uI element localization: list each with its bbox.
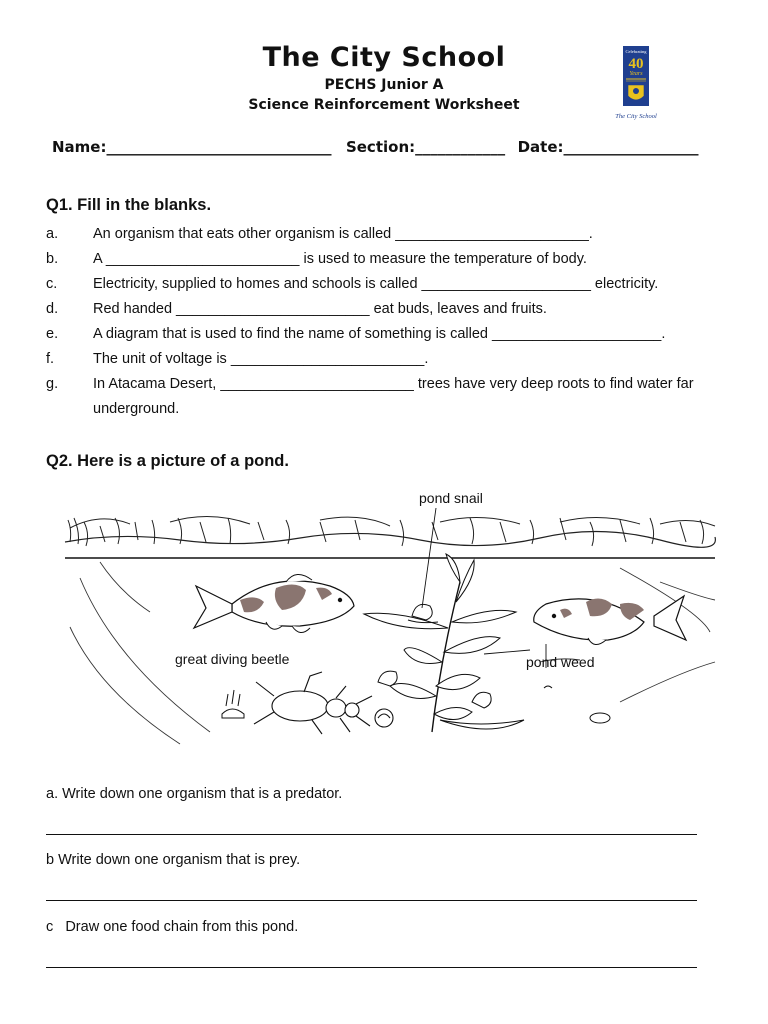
list-item <box>46 374 736 424</box>
fish-icon <box>534 596 686 645</box>
logo-number: 40 <box>628 56 644 72</box>
stone-icon <box>590 713 610 723</box>
item-text[interactable]: In Atacama Desert, ________________________ trees have very deep roots to find water far underground. <box>93 376 694 417</box>
branch-name: PECHS Junior A <box>324 77 444 93</box>
fish-icon <box>194 574 354 632</box>
item-text[interactable]: The unit of voltage is ________________________. <box>93 351 429 367</box>
date-field[interactable]: Date:__________________ <box>517 138 699 156</box>
item-text[interactable]: A diagram that is used to find the name of something is called _____________________. <box>93 326 666 342</box>
list-item <box>46 324 736 349</box>
list-item <box>46 274 736 299</box>
grass-icon <box>65 516 715 547</box>
q1-heading: Q1. Fill in the blanks. <box>46 196 212 214</box>
beetle-icon <box>254 672 393 734</box>
snail-icon <box>544 686 552 688</box>
item-letter: f. <box>46 351 55 367</box>
item-letter: d. <box>46 301 59 317</box>
list-item <box>46 224 736 249</box>
q1-list <box>46 224 736 424</box>
pond-weed-label: pond weed <box>526 654 595 670</box>
list-item <box>46 249 736 274</box>
item-text[interactable]: An organism that eats other organism is called ________________________. <box>93 226 593 242</box>
item-text[interactable]: Red handed ________________________ eat buds, leaves and fruits. <box>93 301 547 317</box>
q2b-text: b Write down one organism that is prey. <box>46 852 301 868</box>
logo-caption: The City School <box>615 113 657 120</box>
list-item <box>46 299 736 324</box>
section-field[interactable]: Section:____________ <box>345 138 506 156</box>
item-letter: e. <box>46 326 59 342</box>
student-info-line <box>52 138 732 156</box>
worksheet-title: Science Reinforcement Worksheet <box>248 97 520 113</box>
answer-line[interactable] <box>46 900 697 901</box>
answer-line[interactable] <box>46 834 697 835</box>
school-name: The City School <box>262 42 506 73</box>
logo-top-text: Celebrating <box>625 49 647 54</box>
q2c-text: c Draw one food chain from this pond. <box>46 919 299 935</box>
weed-pointer <box>484 650 530 654</box>
q2-heading: Q2. Here is a picture of a pond. <box>46 452 289 470</box>
list-item <box>46 349 736 374</box>
pond-illustration <box>60 482 720 752</box>
great-diving-beetle-label: great diving beetle <box>175 651 290 667</box>
answer-line[interactable] <box>46 967 697 968</box>
grass-icon <box>226 690 240 706</box>
item-text[interactable]: A ________________________ is used to measure the temperature of body. <box>93 251 587 267</box>
item-text[interactable]: Electricity, supplied to homes and schools is called _____________________ electricity. <box>93 276 659 292</box>
name-field[interactable]: Name:______________________________ <box>52 138 332 156</box>
pond-weed-icon <box>364 554 524 732</box>
school-logo <box>606 44 666 122</box>
item-letter: g. <box>46 376 59 392</box>
item-letter: c. <box>46 276 58 292</box>
pond-snail-label: pond snail <box>419 490 483 506</box>
item-letter: a. <box>46 226 59 242</box>
logo-word: Years <box>629 71 643 77</box>
q2a-text: a. Write down one organism that is a predator. <box>46 786 343 802</box>
stone-icon <box>222 709 244 718</box>
item-letter: b. <box>46 251 59 267</box>
